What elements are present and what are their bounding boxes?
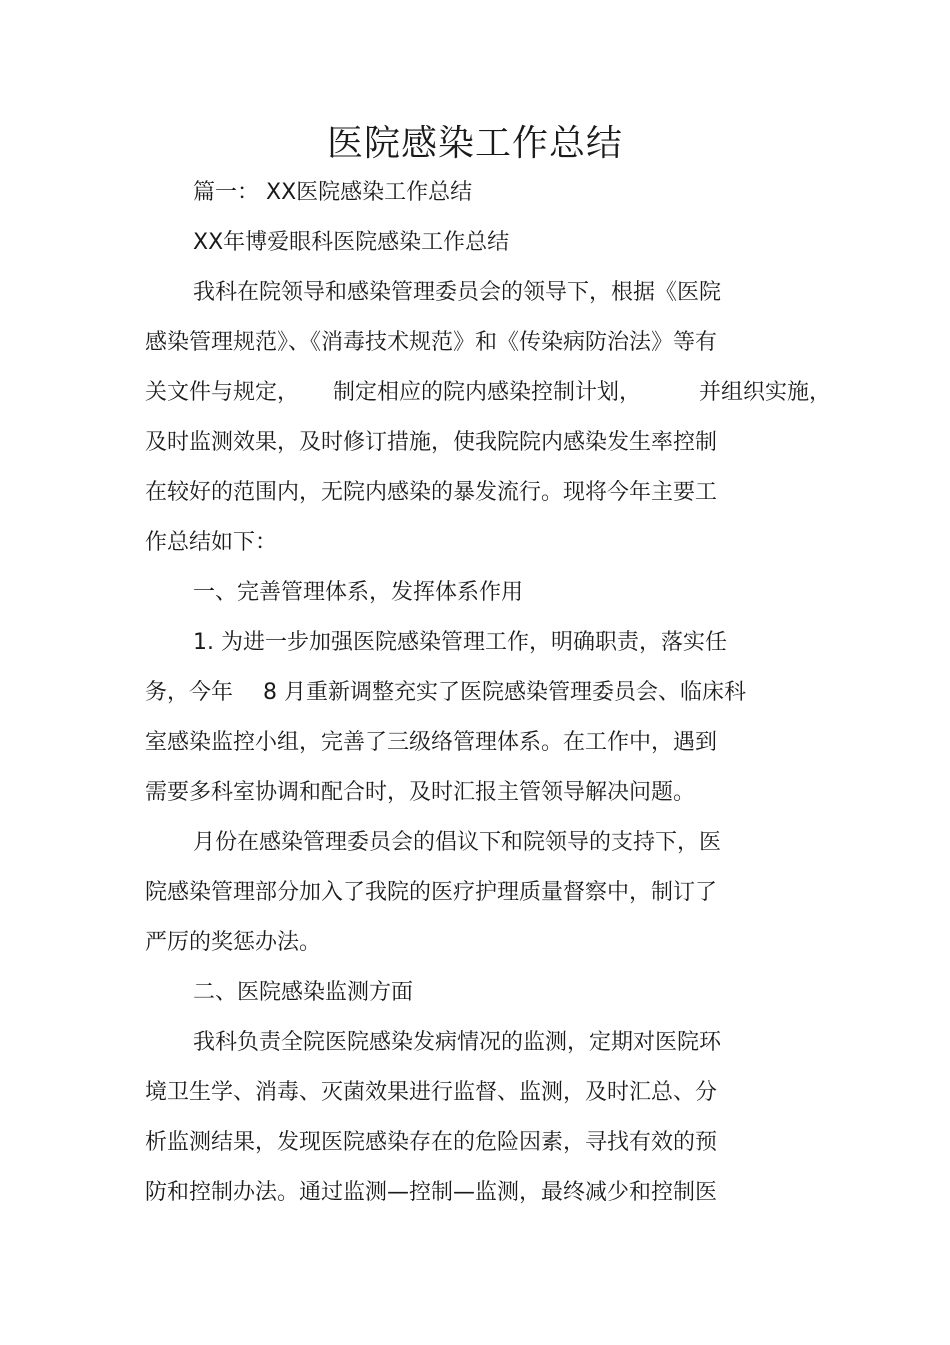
paragraph-line: 及时监测效果，及时修订措施，使我院院内感染发生率控制 [145,430,718,455]
paragraph-line: 严厉的奖惩办法。 [145,930,322,955]
document-title: 医院感染工作总结 [326,123,623,164]
paragraph-line: 1. 为进一步加强医院感染管理工作，明确职责，落实任 [193,630,727,655]
section-heading: 一、完善管理体系，发挥体系作用 [193,580,524,605]
line-segment: 8 月重新调整充实了医院感染管理委员会、临床科 [263,680,747,705]
paragraph-line: 防和控制办法。通过监测—控制—监测，最终减少和控制医 [145,1180,718,1205]
line-segment: 制定相应的院内感染控制计划， [333,380,642,405]
paragraph-line: 我科负责全院医院感染发病情况的监测，定期对医院环 [193,1030,722,1055]
subtitle-line: 篇一： XX医院感染工作总结 [193,180,473,205]
paragraph-line: 境卫生学、消毒、灭菌效果进行监督、监测，及时汇总、分 [145,1080,718,1105]
paragraph-line: 析监测结果，发现医院感染存在的危险因素，寻找有效的预 [145,1130,718,1155]
report-heading: XX年博爱眼科医院感染工作总结 [193,230,510,255]
paragraph-line: 室感染监控小组，完善了三级络管理体系。在工作中，遇到 [145,730,718,755]
paragraph-line: 我科在院领导和感染管理委员会的领导下，根据《医院 [193,280,722,305]
paragraph-line: 院感染管理部分加入了我院的医疗护理质量督察中，制订了 [145,880,718,905]
line-segment: 并组织实施， [699,380,832,405]
paragraph-line [145,678,746,708]
paragraph-line [145,378,832,408]
paragraph-line: 作总结如下： [145,530,278,555]
line-segment: 务，今年 [145,680,234,705]
section-heading: 二、医院感染监测方面 [193,980,414,1005]
paragraph-line: 感染管理规范》、《消毒技术规范》和《传染病防治法》等有 [145,330,718,355]
paragraph-line: 需要多科室协调和配合时，及时汇报主管领导解决问题。 [145,780,696,805]
line-segment: 关文件与规定， [145,380,300,405]
paragraph-line: 在较好的范围内，无院内感染的暴发流行。现将今年主要工 [145,480,718,505]
paragraph-line: 月份在感染管理委员会的倡议下和院领导的支持下，医 [193,830,722,855]
